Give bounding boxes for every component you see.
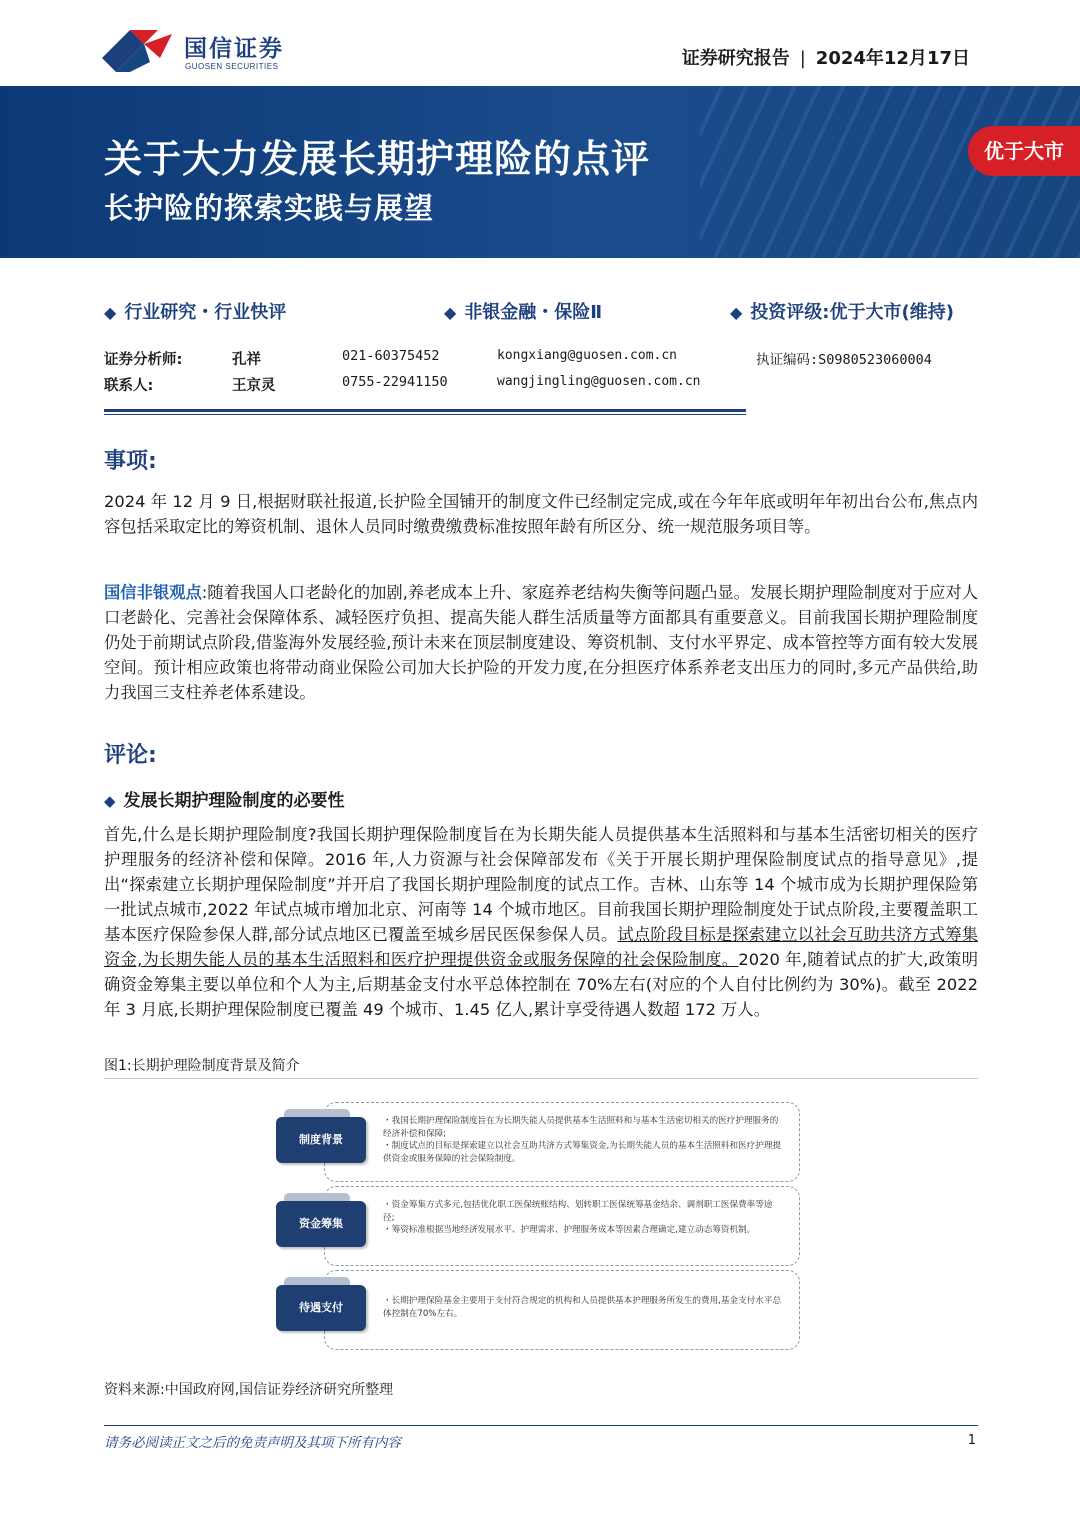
diagram-row-payment [276,1270,802,1350]
category-sector: ◆ 非银金融・保险Ⅱ [444,302,603,323]
contact-role: 联系人: [104,378,154,394]
contact-name: 孔祥 [232,352,261,368]
contact-divider-thin [104,414,746,415]
section-matter-title: 事项: [104,449,157,474]
figure-caption: 图1:长期护理险制度背景及简介 [104,1058,300,1074]
category-rating: ◆ 投资评级:优于大市(维持) [730,302,954,323]
diagram-row-background [276,1102,802,1182]
diagram-tab: 资金筹集 [276,1201,366,1247]
footer-disclaimer: 请务必阅读正文之后的免责声明及其项下所有内容 [104,1435,401,1451]
report-subtitle: 长护险的探索实践与展望 [104,191,435,225]
report-date: 2024年12月17日 [815,48,970,69]
underlined-goal: 试点阶段目标是探索建立以社会互助共济方式筹集资金,为长期失能人员的基本生活照料和医疗护理提供资金或服务保障的社会保险制度。 [104,925,978,969]
diagram-text: ・我国长期护理保险制度旨在为长期失能人员提供基本生活照料和与基本生活密切相关的医疗护理服务的经济补偿和保障; ・制度试点的目标是探索建立以社会互助共济方式筹集资金,为长期失能人员的基本生活照料和医疗护理提供资金或服务保障的社会保险制度。 [383,1116,782,1164]
rating-badge: 优于大市 [968,126,1080,176]
diagram-text: ・长期护理保险基金主要用于支付符合规定的机构和人员提供基本护理服务所发生的费用,基金支付水平总体控制在70%左右。 [383,1296,782,1319]
contact-email[interactable]: kongxiang@guosen.com.cn [497,348,678,363]
diagram-row-funding [276,1186,802,1266]
view-label: 国信非银观点 [104,583,202,602]
title-banner [0,86,1080,258]
subsection-heading: ◆ 发展长期护理险制度的必要性 [104,791,345,811]
meta-separator: | [799,48,806,69]
figure-source: 资料来源:中国政府网,国信证券经济研究所整理 [104,1382,394,1398]
view-text: :随着我国人口老龄化的加剧,养老成本上升、家庭养老结构失衡等问题凸显。发展长期护理险制度对于应对人口老龄化、完善社会保障体系、减轻医疗负担、提高失能人群生活质量等方面都具有重要意义。目前我国长期护理险制度仍处于前期试点阶段,借鉴海外发展经验,预计未来在顶层制度建设、筹资机制、支付水平界定、成本管控等方面有较大发展空间。预计相应政策也将带动商业保险公司加大长护险的开发力度,在分担医疗体系养老支出压力的同时,多元产品供给,助力我国三支柱养老体系建设。 [104,583,978,702]
contact-phone: 0755-22941150 [342,374,448,390]
guosen-logo [100,24,300,76]
contact-role: 证券分析师: [104,352,183,368]
diamond-bullet-icon: ◆ [104,303,117,322]
page-number: 1 [967,1433,976,1448]
diagram-tab: 制度背景 [276,1117,366,1163]
contact-license: 执证编码:S0980523060004 [756,352,932,368]
diagram-text-box [324,1102,800,1182]
figure-caption-rule [104,1078,978,1079]
report-meta [682,44,970,70]
report-type: 证券研究报告 [681,48,790,69]
diamond-bullet-icon: ◆ [730,303,743,322]
contact-name: 王京灵 [232,378,276,394]
logo-chinese-name: 国信证券 [184,36,284,62]
contact-divider [104,409,746,412]
diagram-tab: 待遇支付 [276,1285,366,1331]
category-industry: ◆ 行业研究・行业快评 [104,302,287,323]
diagram-text-box [324,1186,800,1266]
footer-rule [104,1425,978,1426]
logo-english-name: GUOSEN SECURITIES [185,62,279,71]
report-title: 关于大力发展长期护理险的点评 [104,137,651,181]
contact-phone: 021-60375452 [342,348,440,364]
contact-email[interactable]: wangjingling@guosen.com.cn [497,374,701,389]
matter-paragraph: 2024 年 12 月 9 日,根据财联社报道,长护险全国铺开的制度文件已经制定完成,或在今年年底或明年年初出台公布,焦点内容包括采取定比的筹资机制、退休人员同时缴费缴费标准按照年龄有所区分、统一规范服务项目等。 [104,492,978,536]
diamond-bullet-icon: ◆ [444,303,457,322]
view-paragraph [104,580,978,705]
section-comment-title: 评论: [104,743,157,768]
diamond-bullet-icon: ◆ [104,792,116,810]
page-header [0,0,1080,86]
diagram-text-box [324,1270,800,1350]
guosen-logo-icon [100,28,178,74]
diagram-text: ・资金筹集方式多元,包括优化职工医保统账结构、划转职工医保统筹基金结余、调剂职工医保费率等途径; ・筹资标准根据当地经济发展水平、护理需求、护理服务成本等因素合理确定,建立动态筹资机制。 [383,1200,773,1235]
body-paragraph: 首先,什么是长期护理险制度?我国长期护理保险制度旨在为长期失能人员提供基本生活照料和与基本生活密切相关的医疗护理服务的经济补偿和保障。2016 年,人力资源与社会保障部发布《关于开展长期护理保险制度试点的指导意见》,提出“探索建立长期护理保险制度”并开启了我国长期护理险制度的试点工作。吉林、山东等 14 个城市成为长期护理保险第一批试点城市,2022 年试点城市增加北京、河南等 14 个城市地区。目前我国长期护理险制度处于试点阶段,主要覆盖职工基本医疗保险参保人群,部分试点地区已覆盖至城乡居民医保参保人员。试点阶段目标是探索建立以社会互助共济方式筹集资金,为长期失能人员的基本生活照料和医疗护理提供资金或服务保障的社会保险制度。2020 年,随着试点的扩大,政策明确资金筹集主要以单位和个人为主,后期基金支付水平总体控制在 70%左右(对应的个人自付比例约为 30%)。截至 2022 年 3 月底,长期护理保险制度已覆盖 49 个城市、1.45 亿人,累计享受待遇人数超 172 万人。 [104,825,978,1019]
